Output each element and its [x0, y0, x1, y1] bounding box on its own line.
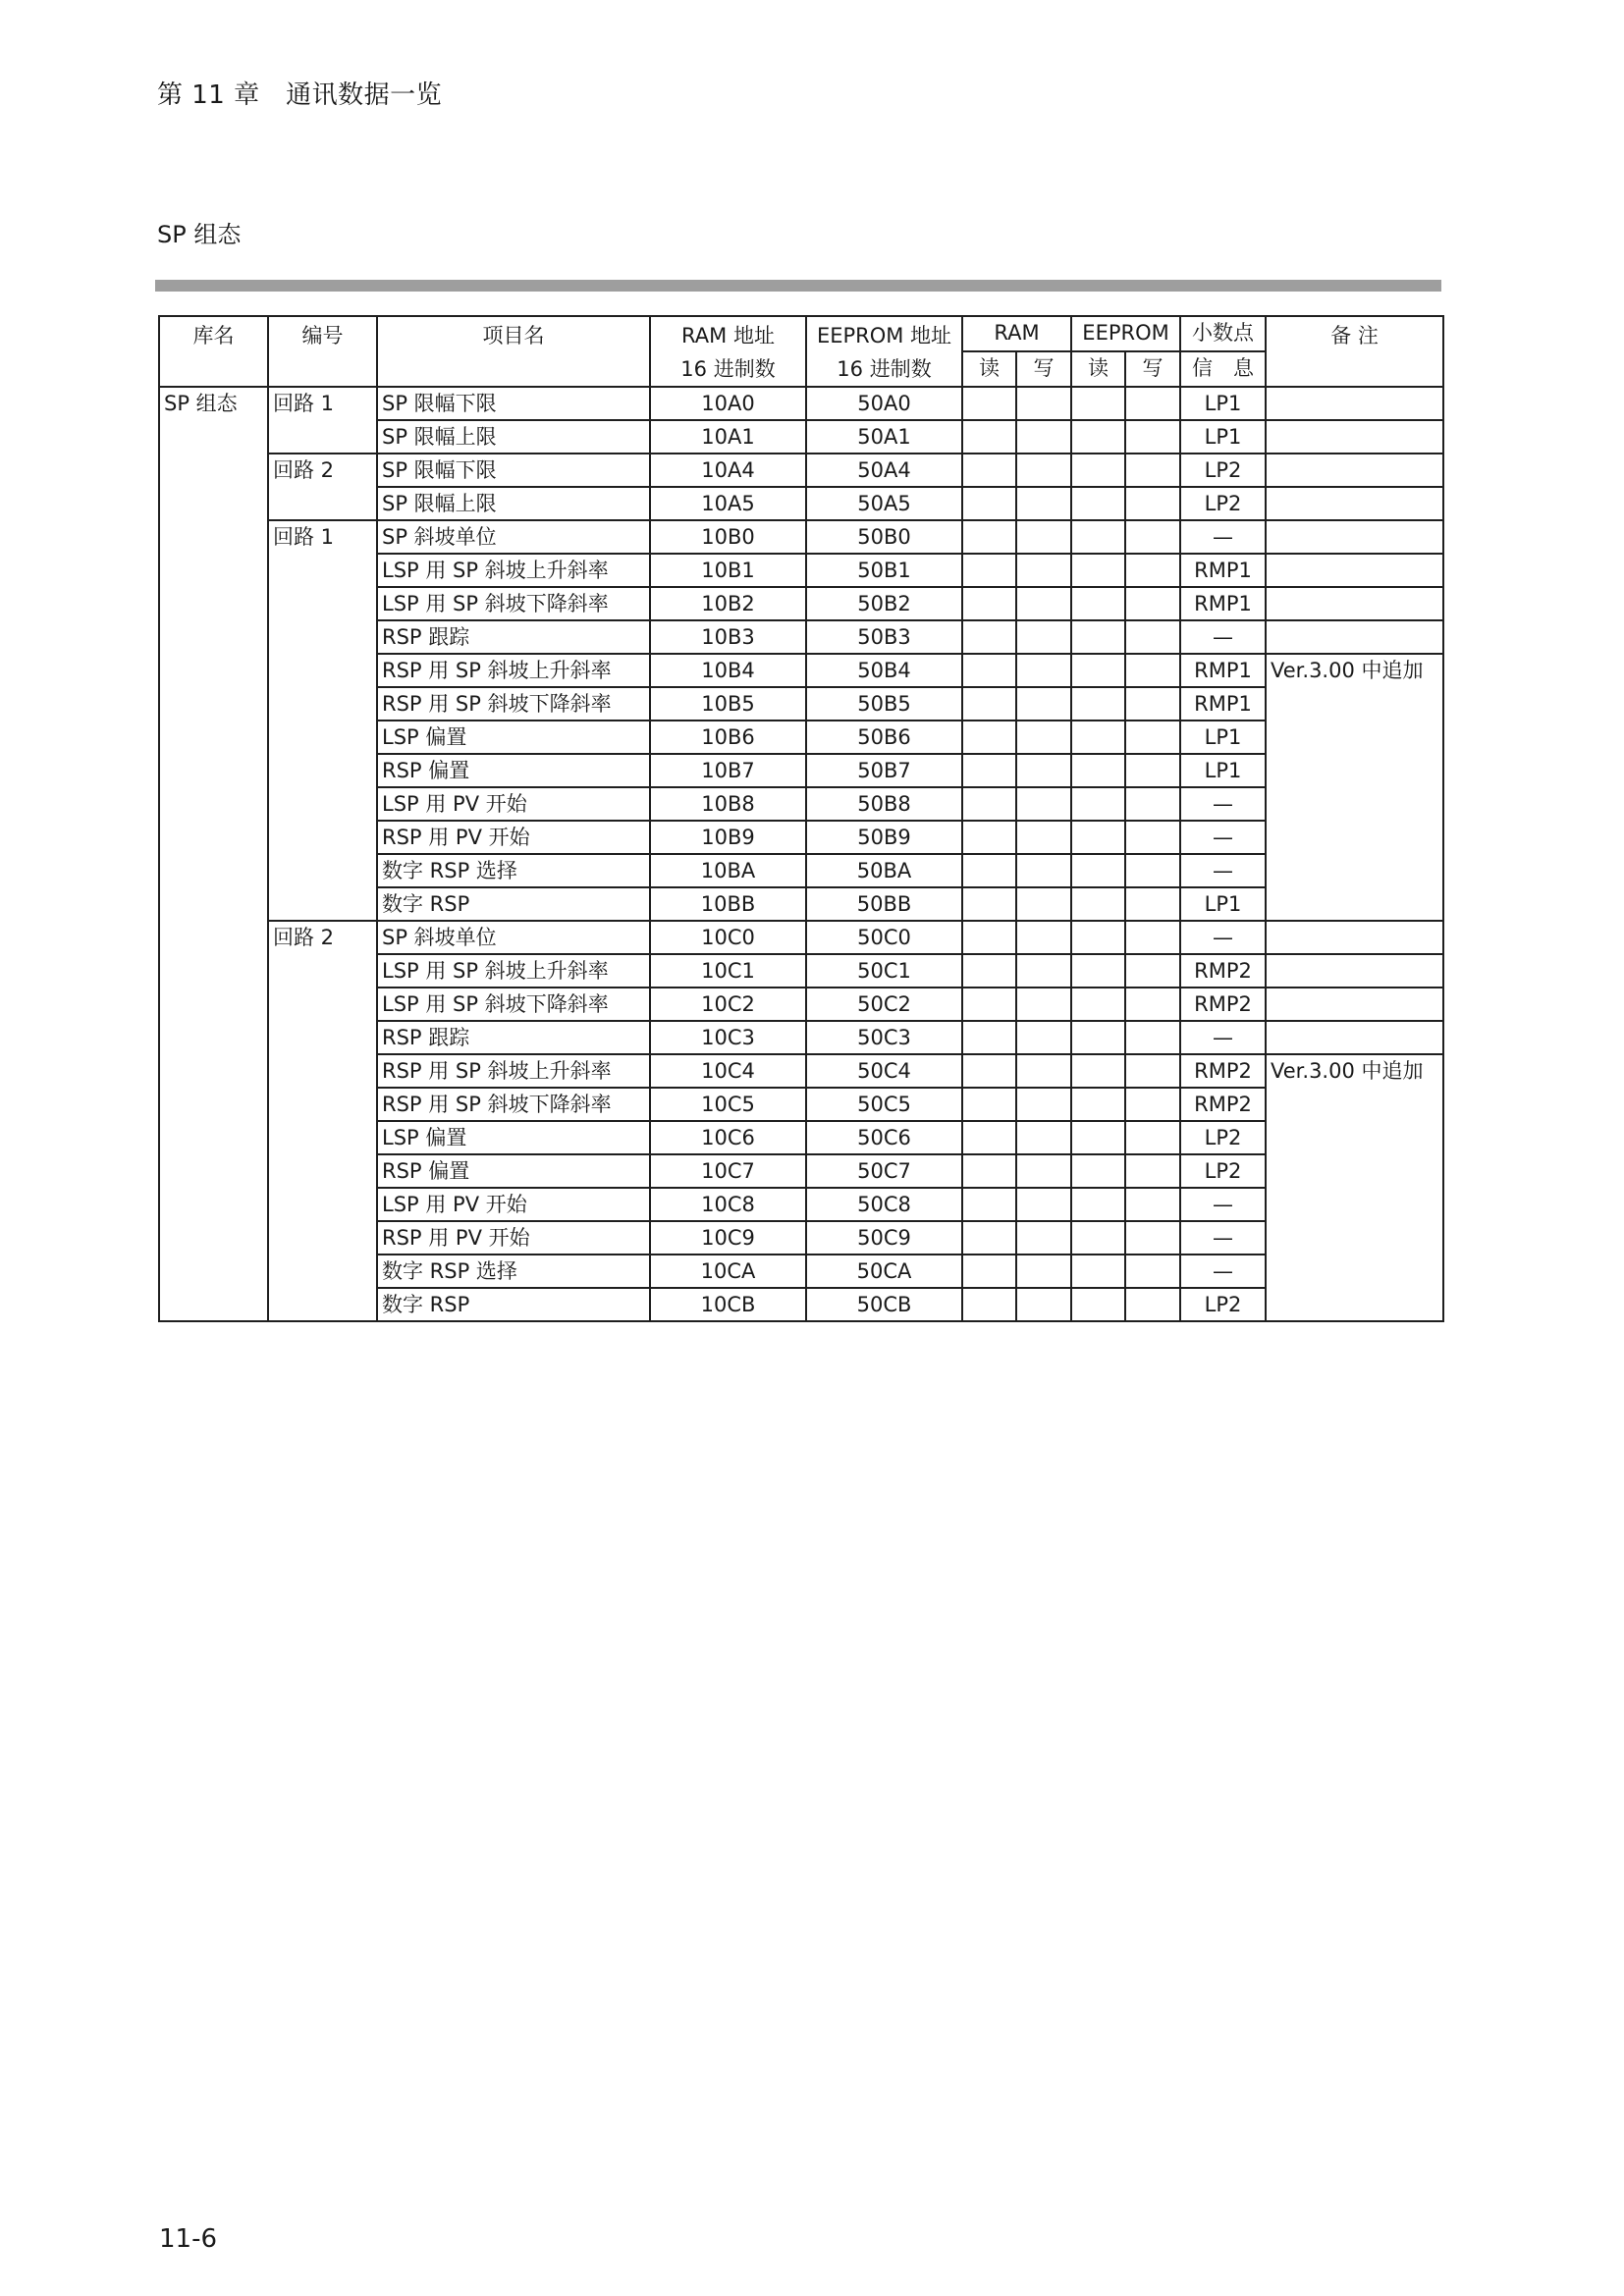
- eeprom-read-cell: [1071, 687, 1125, 721]
- decimal-cell: LP1: [1180, 887, 1266, 921]
- ram-write-cell: [1016, 921, 1071, 954]
- eeprom-address-cell: 50B3: [806, 620, 962, 654]
- eeprom-address-cell: 50A1: [806, 420, 962, 454]
- ram-address-cell: 10BA: [650, 854, 806, 887]
- ram-read-cell: [962, 1054, 1016, 1088]
- eeprom-write-cell: [1125, 420, 1180, 454]
- ram-address-cell: 10CA: [650, 1255, 806, 1288]
- eeprom-read-cell: [1071, 554, 1125, 587]
- eeprom-address-cell: 50B5: [806, 687, 962, 721]
- eeprom-address-cell: 50B6: [806, 721, 962, 754]
- eeprom-write-cell: [1125, 854, 1180, 887]
- eeprom-write-cell: [1125, 520, 1180, 554]
- ram-address-cell: 10B1: [650, 554, 806, 587]
- eeprom-read-cell: [1071, 1188, 1125, 1221]
- eeprom-write-cell: [1125, 1255, 1180, 1288]
- eeprom-address-cell: 50C5: [806, 1088, 962, 1121]
- ram-read-cell: [962, 420, 1016, 454]
- eeprom-read-cell: [1071, 721, 1125, 754]
- ram-address-cell: 10B4: [650, 654, 806, 687]
- eeprom-read-cell: [1071, 887, 1125, 921]
- eeprom-read-cell: [1071, 1288, 1125, 1321]
- item-cell: LSP 用 SP 斜坡下降斜率: [377, 988, 650, 1021]
- ram-write-cell: [1016, 1288, 1071, 1321]
- item-cell: SP 限幅上限: [377, 487, 650, 520]
- ram-read-cell: [962, 787, 1016, 821]
- eeprom-write-cell: [1125, 988, 1180, 1021]
- eeprom-address-cell: 50B4: [806, 654, 962, 687]
- item-cell: 数字 RSP 选择: [377, 1255, 650, 1288]
- ram-read-cell: [962, 1121, 1016, 1154]
- header-ram-read: 读: [962, 351, 1016, 387]
- eeprom-write-cell: [1125, 887, 1180, 921]
- header-bank: 库名: [159, 316, 268, 387]
- item-cell: SP 限幅上限: [377, 420, 650, 454]
- bank-name-cell: SP 组态: [159, 387, 268, 1321]
- header-ram-address: [650, 316, 806, 387]
- ram-read-cell: [962, 1021, 1016, 1054]
- decimal-cell: RMP1: [1180, 687, 1266, 721]
- eeprom-read-cell: [1071, 487, 1125, 520]
- eeprom-read-cell: [1071, 787, 1125, 821]
- header-item: 项目名: [377, 316, 650, 387]
- eeprom-address-cell: 50CB: [806, 1288, 962, 1321]
- eeprom-write-cell: [1125, 954, 1180, 988]
- header-eeprom-address-line1: EEPROM 地址: [816, 324, 952, 347]
- ram-read-cell: [962, 520, 1016, 554]
- note-cell: [1266, 587, 1443, 620]
- eeprom-write-cell: [1125, 721, 1180, 754]
- ram-write-cell: [1016, 487, 1071, 520]
- eeprom-address-cell: 50B1: [806, 554, 962, 587]
- ram-read-cell: [962, 1188, 1016, 1221]
- eeprom-write-cell: [1125, 487, 1180, 520]
- ram-write-cell: [1016, 687, 1071, 721]
- ram-address-cell: 10C1: [650, 954, 806, 988]
- decimal-cell: RMP2: [1180, 1054, 1266, 1088]
- eeprom-read-cell: [1071, 387, 1125, 420]
- ram-write-cell: [1016, 620, 1071, 654]
- ram-read-cell: [962, 654, 1016, 687]
- eeprom-address-cell: 50C8: [806, 1188, 962, 1221]
- eeprom-read-cell: [1071, 921, 1125, 954]
- ram-write-cell: [1016, 821, 1071, 854]
- eeprom-address-cell: 50A0: [806, 387, 962, 420]
- decimal-cell: LP1: [1180, 420, 1266, 454]
- item-cell: 数字 RSP 选择: [377, 854, 650, 887]
- page-number: 11-6: [159, 2224, 218, 2254]
- ram-write-cell: [1016, 988, 1071, 1021]
- ram-read-cell: [962, 821, 1016, 854]
- loop-cell: 回路 1: [268, 387, 377, 454]
- eeprom-address-cell: 50C1: [806, 954, 962, 988]
- item-cell: SP 斜坡单位: [377, 520, 650, 554]
- decimal-cell: LP2: [1180, 1154, 1266, 1188]
- ram-read-cell: [962, 1221, 1016, 1255]
- decimal-cell: —: [1180, 620, 1266, 654]
- table-row: [159, 454, 1443, 487]
- header-ram: RAM: [962, 316, 1071, 351]
- eeprom-read-cell: [1071, 520, 1125, 554]
- ram-address-cell: 10CB: [650, 1288, 806, 1321]
- header-note: 备 注: [1266, 316, 1443, 387]
- eeprom-address-cell: 50C7: [806, 1154, 962, 1188]
- item-cell: SP 限幅下限: [377, 387, 650, 420]
- ram-write-cell: [1016, 554, 1071, 587]
- ram-address-cell: 10BB: [650, 887, 806, 921]
- ram-write-cell: [1016, 954, 1071, 988]
- eeprom-write-cell: [1125, 587, 1180, 620]
- note-cell: Ver.3.00 中追加: [1266, 1054, 1443, 1321]
- item-cell: LSP 用 PV 开始: [377, 787, 650, 821]
- item-cell: 数字 RSP: [377, 887, 650, 921]
- ram-address-cell: 10C7: [650, 1154, 806, 1188]
- ram-write-cell: [1016, 1188, 1071, 1221]
- ram-read-cell: [962, 620, 1016, 654]
- eeprom-write-cell: [1125, 1154, 1180, 1188]
- ram-read-cell: [962, 721, 1016, 754]
- decimal-cell: RMP2: [1180, 954, 1266, 988]
- ram-read-cell: [962, 587, 1016, 620]
- ram-address-cell: 10B6: [650, 721, 806, 754]
- eeprom-write-cell: [1125, 654, 1180, 687]
- header-eeprom-address-line2: 16 进制数: [837, 357, 932, 381]
- ram-write-cell: [1016, 1221, 1071, 1255]
- ram-write-cell: [1016, 1255, 1071, 1288]
- item-cell: RSP 用 PV 开始: [377, 821, 650, 854]
- eeprom-read-cell: [1071, 654, 1125, 687]
- ram-address-cell: 10C5: [650, 1088, 806, 1121]
- ram-address-cell: 10A1: [650, 420, 806, 454]
- ram-write-cell: [1016, 1088, 1071, 1121]
- eeprom-address-cell: 50BA: [806, 854, 962, 887]
- ram-address-cell: 10A5: [650, 487, 806, 520]
- ram-address-cell: 10B7: [650, 754, 806, 787]
- decimal-cell: —: [1180, 821, 1266, 854]
- eeprom-read-cell: [1071, 988, 1125, 1021]
- ram-address-cell: 10A0: [650, 387, 806, 420]
- ram-write-cell: [1016, 587, 1071, 620]
- header-eeprom-read: 读: [1071, 351, 1125, 387]
- ram-address-cell: 10B5: [650, 687, 806, 721]
- ram-address-cell: 10C2: [650, 988, 806, 1021]
- eeprom-address-cell: 50C6: [806, 1121, 962, 1154]
- eeprom-write-cell: [1125, 1221, 1180, 1255]
- item-cell: LSP 用 PV 开始: [377, 1188, 650, 1221]
- eeprom-read-cell: [1071, 420, 1125, 454]
- decimal-cell: —: [1180, 1021, 1266, 1054]
- ram-address-cell: 10B0: [650, 520, 806, 554]
- ram-address-cell: 10C8: [650, 1188, 806, 1221]
- note-cell: [1266, 420, 1443, 454]
- eeprom-write-cell: [1125, 1088, 1180, 1121]
- note-cell: [1266, 954, 1443, 988]
- note-cell: [1266, 554, 1443, 587]
- ram-write-cell: [1016, 520, 1071, 554]
- eeprom-address-cell: 50B9: [806, 821, 962, 854]
- eeprom-read-cell: [1071, 754, 1125, 787]
- eeprom-write-cell: [1125, 620, 1180, 654]
- eeprom-address-cell: 50C4: [806, 1054, 962, 1088]
- table-row: [159, 921, 1443, 954]
- ram-read-cell: [962, 1088, 1016, 1121]
- eeprom-address-cell: 50A5: [806, 487, 962, 520]
- eeprom-address-cell: 50B2: [806, 587, 962, 620]
- eeprom-read-cell: [1071, 954, 1125, 988]
- header-ram-address-line2: 16 进制数: [680, 357, 776, 381]
- eeprom-address-cell: 50BB: [806, 887, 962, 921]
- ram-address-cell: 10B2: [650, 587, 806, 620]
- loop-cell: 回路 2: [268, 921, 377, 1321]
- note-cell: [1266, 921, 1443, 954]
- table-header-row: [159, 316, 1443, 351]
- item-cell: LSP 用 SP 斜坡上升斜率: [377, 554, 650, 587]
- eeprom-write-cell: [1125, 1188, 1180, 1221]
- item-cell: LSP 偏置: [377, 1121, 650, 1154]
- ram-address-cell: 10C9: [650, 1221, 806, 1255]
- ram-write-cell: [1016, 787, 1071, 821]
- ram-address-cell: 10B9: [650, 821, 806, 854]
- eeprom-write-cell: [1125, 687, 1180, 721]
- eeprom-address-cell: 50C3: [806, 1021, 962, 1054]
- item-cell: RSP 用 SP 斜坡上升斜率: [377, 654, 650, 687]
- section-title: SP 组态: [157, 221, 242, 248]
- eeprom-write-cell: [1125, 1288, 1180, 1321]
- eeprom-write-cell: [1125, 821, 1180, 854]
- decimal-cell: LP2: [1180, 454, 1266, 487]
- eeprom-write-cell: [1125, 921, 1180, 954]
- eeprom-read-cell: [1071, 1054, 1125, 1088]
- eeprom-read-cell: [1071, 1021, 1125, 1054]
- item-cell: SP 斜坡单位: [377, 921, 650, 954]
- ram-read-cell: [962, 954, 1016, 988]
- loop-cell: 回路 1: [268, 520, 377, 921]
- item-cell: RSP 用 PV 开始: [377, 1221, 650, 1255]
- ram-write-cell: [1016, 1021, 1071, 1054]
- header-decimal-line1: 小数点: [1180, 316, 1266, 351]
- ram-write-cell: [1016, 454, 1071, 487]
- eeprom-write-cell: [1125, 554, 1180, 587]
- section-divider: [155, 280, 1441, 292]
- item-cell: RSP 跟踪: [377, 1021, 650, 1054]
- ram-address-cell: 10B8: [650, 787, 806, 821]
- decimal-cell: —: [1180, 1221, 1266, 1255]
- ram-address-cell: 10C6: [650, 1121, 806, 1154]
- note-cell: [1266, 988, 1443, 1021]
- header-ram-write: 写: [1016, 351, 1071, 387]
- decimal-cell: —: [1180, 1188, 1266, 1221]
- decimal-cell: RMP1: [1180, 554, 1266, 587]
- decimal-cell: —: [1180, 921, 1266, 954]
- eeprom-read-cell: [1071, 1255, 1125, 1288]
- eeprom-write-cell: [1125, 787, 1180, 821]
- eeprom-read-cell: [1071, 1221, 1125, 1255]
- ram-read-cell: [962, 921, 1016, 954]
- decimal-cell: —: [1180, 787, 1266, 821]
- ram-read-cell: [962, 487, 1016, 520]
- ram-write-cell: [1016, 887, 1071, 921]
- item-cell: RSP 用 SP 斜坡下降斜率: [377, 687, 650, 721]
- decimal-cell: RMP1: [1180, 587, 1266, 620]
- eeprom-write-cell: [1125, 454, 1180, 487]
- ram-write-cell: [1016, 420, 1071, 454]
- ram-read-cell: [962, 687, 1016, 721]
- eeprom-write-cell: [1125, 754, 1180, 787]
- note-cell: [1266, 1021, 1443, 1054]
- item-cell: RSP 用 SP 斜坡上升斜率: [377, 1054, 650, 1088]
- item-cell: 数字 RSP: [377, 1288, 650, 1321]
- note-cell: [1266, 387, 1443, 420]
- communication-data-table: [158, 315, 1444, 1322]
- ram-read-cell: [962, 554, 1016, 587]
- ram-address-cell: 10A4: [650, 454, 806, 487]
- ram-write-cell: [1016, 754, 1071, 787]
- note-cell: [1266, 620, 1443, 654]
- ram-write-cell: [1016, 1054, 1071, 1088]
- ram-read-cell: [962, 387, 1016, 420]
- ram-read-cell: [962, 754, 1016, 787]
- eeprom-read-cell: [1071, 587, 1125, 620]
- eeprom-write-cell: [1125, 1054, 1180, 1088]
- eeprom-address-cell: 50C2: [806, 988, 962, 1021]
- decimal-cell: LP1: [1180, 387, 1266, 420]
- eeprom-read-cell: [1071, 1121, 1125, 1154]
- eeprom-address-cell: 50B8: [806, 787, 962, 821]
- decimal-cell: LP2: [1180, 1288, 1266, 1321]
- ram-write-cell: [1016, 1154, 1071, 1188]
- eeprom-address-cell: 50B0: [806, 520, 962, 554]
- eeprom-address-cell: 50C9: [806, 1221, 962, 1255]
- item-cell: RSP 用 SP 斜坡下降斜率: [377, 1088, 650, 1121]
- header-eeprom-address: [806, 316, 962, 387]
- eeprom-read-cell: [1071, 620, 1125, 654]
- eeprom-write-cell: [1125, 1121, 1180, 1154]
- eeprom-address-cell: 50B7: [806, 754, 962, 787]
- item-cell: LSP 偏置: [377, 721, 650, 754]
- eeprom-read-cell: [1071, 454, 1125, 487]
- decimal-cell: RMP2: [1180, 988, 1266, 1021]
- decimal-cell: LP1: [1180, 754, 1266, 787]
- note-cell: [1266, 520, 1443, 554]
- item-cell: RSP 跟踪: [377, 620, 650, 654]
- chapter-title: 第 11 章 通讯数据一览: [157, 80, 443, 110]
- item-cell: RSP 偏置: [377, 754, 650, 787]
- note-cell: [1266, 487, 1443, 520]
- ram-read-cell: [962, 1154, 1016, 1188]
- table-row: [159, 520, 1443, 554]
- ram-read-cell: [962, 1255, 1016, 1288]
- table-row: [159, 387, 1443, 420]
- header-ram-address-line1: RAM 地址: [681, 324, 775, 347]
- eeprom-read-cell: [1071, 1088, 1125, 1121]
- ram-address-cell: 10B3: [650, 620, 806, 654]
- loop-cell: 回路 2: [268, 454, 377, 520]
- header-eeprom-write: 写: [1125, 351, 1180, 387]
- ram-write-cell: [1016, 854, 1071, 887]
- eeprom-address-cell: 50C0: [806, 921, 962, 954]
- decimal-cell: RMP2: [1180, 1088, 1266, 1121]
- decimal-cell: —: [1180, 854, 1266, 887]
- ram-write-cell: [1016, 1121, 1071, 1154]
- decimal-cell: LP2: [1180, 487, 1266, 520]
- ram-read-cell: [962, 854, 1016, 887]
- item-cell: LSP 用 SP 斜坡上升斜率: [377, 954, 650, 988]
- decimal-cell: LP1: [1180, 721, 1266, 754]
- eeprom-write-cell: [1125, 387, 1180, 420]
- decimal-cell: —: [1180, 1255, 1266, 1288]
- decimal-cell: —: [1180, 520, 1266, 554]
- decimal-cell: RMP1: [1180, 654, 1266, 687]
- header-number: 编号: [268, 316, 377, 387]
- decimal-cell: LP2: [1180, 1121, 1266, 1154]
- ram-address-cell: 10C3: [650, 1021, 806, 1054]
- eeprom-read-cell: [1071, 821, 1125, 854]
- ram-read-cell: [962, 1288, 1016, 1321]
- eeprom-address-cell: 50CA: [806, 1255, 962, 1288]
- ram-read-cell: [962, 988, 1016, 1021]
- item-cell: SP 限幅下限: [377, 454, 650, 487]
- ram-address-cell: 10C0: [650, 921, 806, 954]
- ram-write-cell: [1016, 721, 1071, 754]
- header-eeprom: EEPROM: [1071, 316, 1180, 351]
- eeprom-read-cell: [1071, 1154, 1125, 1188]
- ram-write-cell: [1016, 387, 1071, 420]
- item-cell: LSP 用 SP 斜坡下降斜率: [377, 587, 650, 620]
- ram-write-cell: [1016, 654, 1071, 687]
- eeprom-address-cell: 50A4: [806, 454, 962, 487]
- header-decimal-line2: 信 息: [1180, 351, 1266, 387]
- item-cell: RSP 偏置: [377, 1154, 650, 1188]
- note-cell: [1266, 454, 1443, 487]
- ram-read-cell: [962, 887, 1016, 921]
- ram-read-cell: [962, 454, 1016, 487]
- note-cell: Ver.3.00 中追加: [1266, 654, 1443, 921]
- eeprom-write-cell: [1125, 1021, 1180, 1054]
- eeprom-read-cell: [1071, 854, 1125, 887]
- ram-address-cell: 10C4: [650, 1054, 806, 1088]
